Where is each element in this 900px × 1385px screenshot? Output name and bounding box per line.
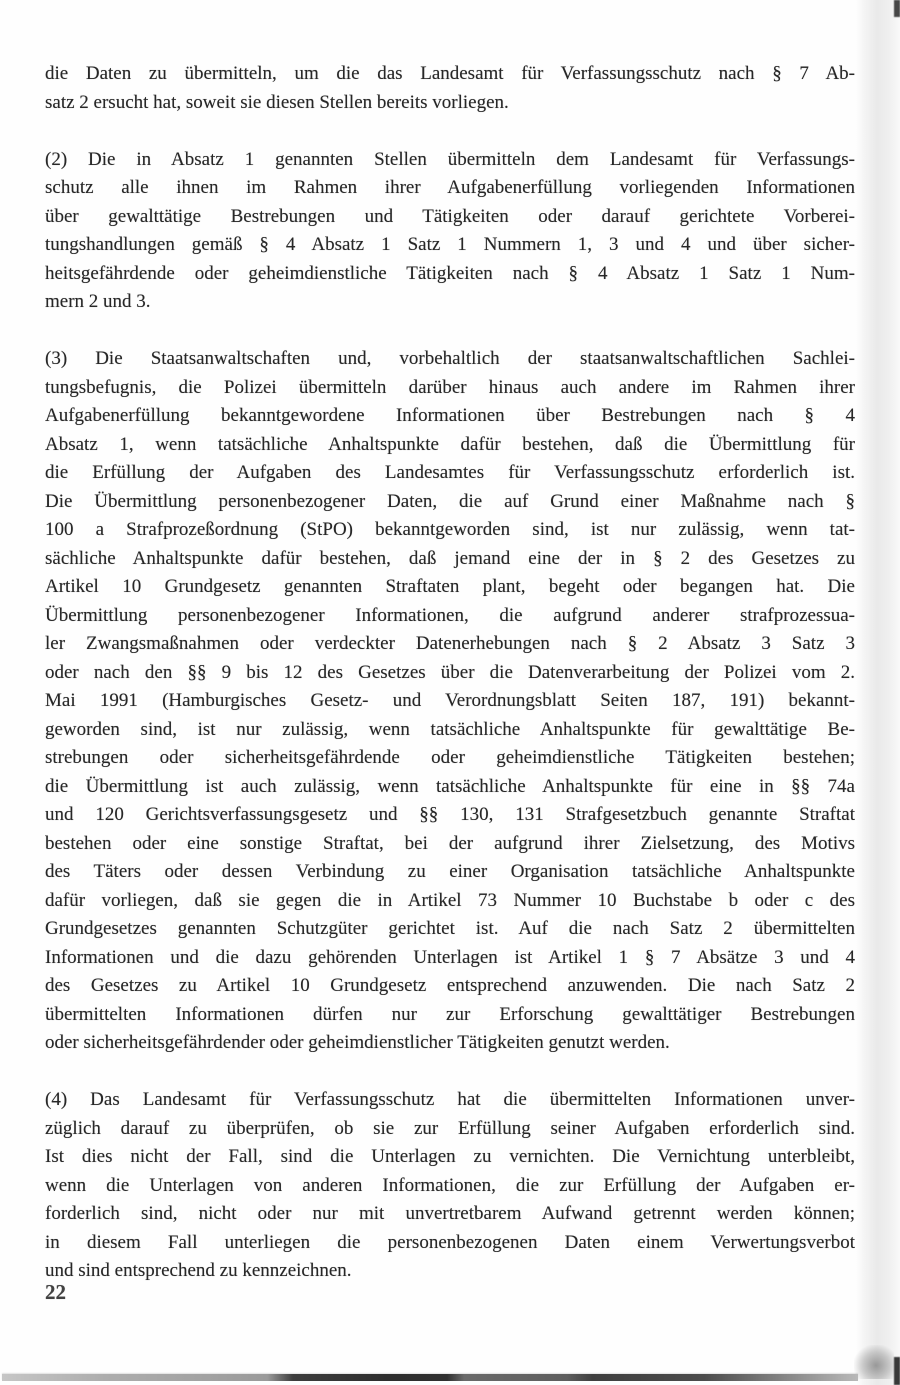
text-line: schutz alle ihnen im Rahmen ihrer Aufgabenerfüllung vorliegenden Informationen (45, 177, 855, 198)
text-line: des Gesetzes zu Artikel 10 Grundgesetz entsprechend anzuwenden. Die nach Satz 2 (45, 975, 855, 996)
text-line: die Übermittlung ist auch zulässig, wenn tatsächliche Anhaltspunkte für eine in §§ 74a (45, 775, 855, 797)
text-line: forderlich sind, nicht oder nur mit unvertretbarem Aufwand getrennt werden können; (45, 1203, 855, 1224)
text-line: tungshandlungen gemäß § 4 Absatz 1 Satz 1 Nummern 1, 3 und 4 und über sicher- (45, 234, 855, 255)
text-line: des Täters oder dessen Verbindung zu einer Organisation tatsächliche Anhaltspunkte (45, 861, 855, 882)
text-line: Artikel 10 Grundgesetz genannten Straftaten plant, begeht oder begangen hat. Die (45, 576, 855, 597)
paragraph (45, 345, 855, 1058)
page-number: 22 (45, 1280, 66, 1304)
text-line: (2) Die in Absatz 1 genannten Stellen übermitteln dem Landesamt für Verfassungs- (45, 148, 855, 170)
scan-right-edge-shadow (856, 0, 900, 1385)
text-line: heitsgefährdende oder geheimdienstliche Tätigkeiten nach § 4 Absatz 1 Satz 1 Num- (45, 262, 855, 284)
text-line: ler Zwangsmaßnahmen oder verdeckter Datenerhebungen nach § 2 Absatz 3 Satz 3 (45, 633, 855, 654)
text-line: satz 2 ersucht hat, soweit sie diesen Stellen bereits vorliegen. (45, 91, 509, 113)
text-line: bestehen oder eine sonstige Straftat, bei der aufgrund ihrer Zielsetzung, des Motivs (45, 832, 855, 854)
text-line: oder sicherheitsgefährdender oder geheimdienstlicher Tätigkeiten genutzt werden. (45, 1032, 670, 1053)
scan-artifact-bottom-right (894, 1357, 900, 1385)
text-line: über gewalttätige Bestrebungen und Tätigkeiten oder darauf gerichtete Vorberei- (45, 205, 855, 227)
text-line: die Erfüllung der Aufgaben des Landesamtes für Verfassungsschutz erforderlich ist. (45, 462, 855, 483)
paragraph (45, 146, 855, 317)
text-line: die Daten zu übermitteln, um die das Landesamt für Verfassungsschutz nach § 7 Ab- (45, 63, 855, 84)
text-line: in diesem Fall unterliegen die personenbezogenen Daten einem Verwertungsverbot (45, 1231, 855, 1253)
scan-bottom-edge-bar (2, 1374, 858, 1381)
scan-bottom-right-smudge (854, 1345, 894, 1379)
text-line: Informationen und die dazu gehörenden Unterlagen ist Artikel 1 § 7 Absätze 3 und 4 (45, 946, 855, 968)
paragraph (45, 1086, 855, 1286)
text-line: geworden sind, ist nur zulässig, wenn tatsächliche Anhaltspunkte für gewalttätige Be- (45, 718, 855, 740)
text-line: Aufgabenerfüllung bekanntgewordene Informationen über Bestrebungen nach § 4 (45, 405, 855, 426)
text-line: mern 2 und 3. (45, 291, 151, 312)
text-line: (3) Die Staatsanwaltschaften und, vorbehaltlich der staatsanwaltschaftlichen Sachlei- (45, 348, 855, 369)
paragraph (45, 60, 855, 117)
text-line: züglich darauf zu überprüfen, ob sie zur Erfüllung seiner Aufgaben erforderlich sind. (45, 1117, 855, 1139)
text-line: und sind entsprechend zu kennzeichnen. (45, 1260, 352, 1281)
text-line: Absatz 1, wenn tatsächliche Anhaltspunkte dafür bestehen, daß die Übermittlung für (45, 433, 855, 455)
text-line: tungsbefugnis, die Polizei übermitteln darüber hinaus auch andere im Rahmen ihrer (45, 376, 855, 398)
text-line: strebungen oder sicherheitsgefährdende oder geheimdienstliche Tätigkeiten bestehen; (45, 747, 855, 768)
text-line: und 120 Gerichtsverfassungsgesetz und §§ 130, 131 Strafgesetzbuch genannte Straftat (45, 804, 855, 825)
text-line: dafür vorliegen, daß sie gegen die in Artikel 73 Nummer 10 Buchstabe b oder c des (45, 889, 855, 911)
text-line: Mai 1991 (Hamburgisches Gesetz- und Verordnungsblatt Seiten 187, 191) bekannt- (45, 690, 855, 711)
text-line: Ist dies nicht der Fall, sind die Unterlagen zu vernichten. Die Vernichtung unterbleibt, (45, 1146, 855, 1167)
text-line: wenn die Unterlagen von anderen Informationen, die zur Erfüllung der Aufgaben er- (45, 1174, 855, 1196)
text-line: Übermittlung personenbezogener Informationen, die aufgrund anderer strafprozessua- (45, 604, 855, 626)
scan-artifact-top-right (894, 0, 900, 17)
text-line: (4) Das Landesamt für Verfassungsschutz hat die übermittelten Informationen unver- (45, 1089, 855, 1110)
document-text (45, 60, 855, 1314)
text-line: 100 a Strafprozeßordnung (StPO) bekanntgeworden sind, ist nur zulässig, wenn tat- (45, 519, 855, 540)
text-line: Grundgesetzes genannten Schutzgüter gerichtet ist. Auf die nach Satz 2 übermittelten (45, 918, 855, 939)
text-line: oder nach den §§ 9 bis 12 des Gesetzes über die Datenverarbeitung der Polizei vom 2. (45, 661, 855, 683)
text-line: übermittelten Informationen dürfen nur zur Erforschung gewalttätiger Bestrebungen (45, 1003, 855, 1025)
text-line: sächliche Anhaltspunkte dafür bestehen, daß jemand eine der in § 2 des Gesetzes zu (45, 547, 855, 569)
text-line: Die Übermittlung personenbezogener Daten, die auf Grund einer Maßnahme nach § (45, 490, 855, 512)
